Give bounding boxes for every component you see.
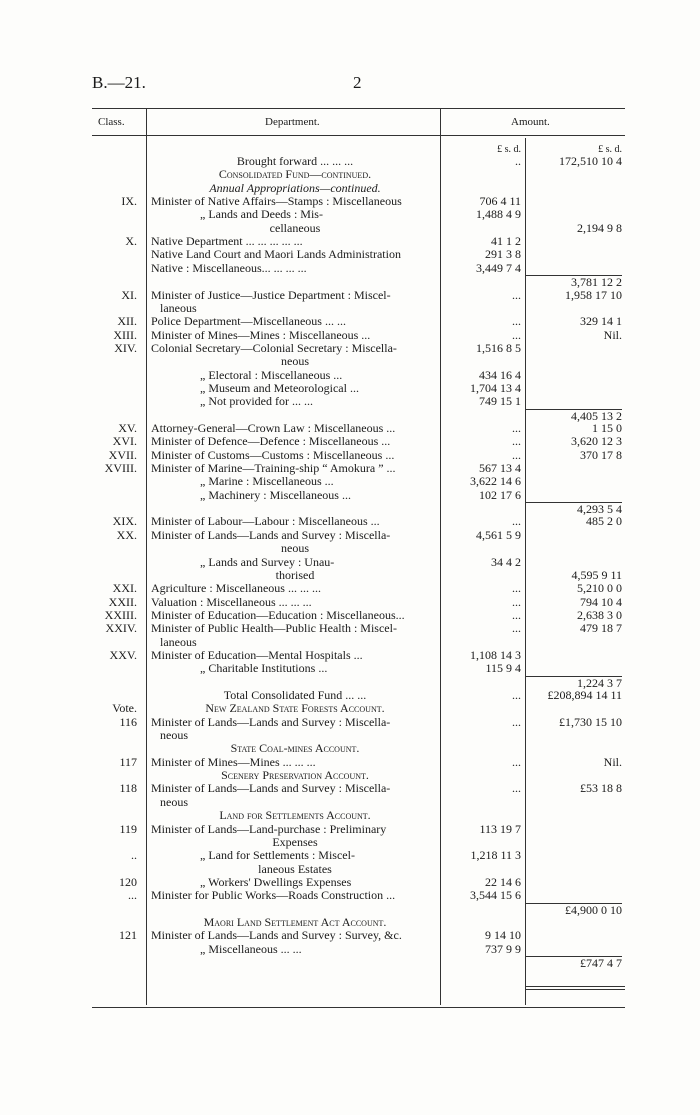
- class-cell: XIII.: [113, 327, 137, 342]
- class-cell: XIX.: [112, 514, 137, 529]
- table-top-rule: [92, 108, 625, 109]
- amount-sub-cell: 22 14 6: [485, 874, 521, 889]
- department-cell: laneous: [160, 300, 197, 315]
- class-cell: ..: [131, 848, 137, 863]
- department-cell: Minister for Public Works—Roads Construction ...: [151, 888, 396, 903]
- department-cell: „ Electoral : Miscellaneous ...: [200, 367, 343, 382]
- table-row: [0, 409, 700, 422]
- amount-sub-cell: 706 4 11: [479, 194, 521, 209]
- class-cell: Vote.: [112, 701, 137, 716]
- class-cell: 117: [119, 754, 137, 769]
- amount-total-cell: 4,293 5 4: [526, 502, 622, 516]
- department-cell: Minister of Customs—Customs : Miscellaneous ...: [151, 447, 395, 462]
- table-row: [0, 355, 700, 368]
- table-row: [0, 222, 700, 235]
- amount-sub-cell: 115 9 4: [485, 661, 521, 676]
- table-row: [0, 622, 700, 635]
- amount-total-cell: £53 18 8: [580, 781, 622, 796]
- department-cell: Minister of Lands—Lands and Survey : Miscella-: [151, 781, 391, 796]
- department-cell: thorised: [275, 567, 315, 582]
- department-cell: cellaneous: [269, 220, 321, 235]
- department-cell: Minister of Public Health—Public Health : Miscel-: [151, 621, 397, 636]
- amount-sub-cell: 4,561 5 9: [476, 527, 521, 542]
- department-cell: Agriculture : Miscellaneous ... ... ...: [151, 581, 321, 596]
- amount-sub-cell: ..: [515, 154, 521, 168]
- class-cell: 121: [119, 928, 137, 943]
- amount-total-cell: 3,781 12 2: [526, 275, 622, 289]
- amount-sub-cell: 291 3 8: [485, 247, 521, 262]
- amount-total-cell: 1 15 0: [592, 421, 622, 435]
- table-row: [0, 435, 700, 448]
- table-row: [0, 289, 700, 302]
- table-row: [0, 208, 700, 221]
- amount-total-cell: £4,900 0 10: [526, 903, 622, 917]
- final-double-rule-b: [526, 989, 625, 990]
- amount-sub-cell: ...: [512, 447, 521, 462]
- department-cell: „ Charitable Institutions ...: [200, 661, 328, 676]
- department-cell: Brought forward ... ... ...: [236, 154, 354, 168]
- amount-sub-cell: 102 17 6: [479, 487, 521, 502]
- amount-column-header: Amount.: [511, 116, 550, 128]
- amount-sub-cell: 9 14 10: [485, 928, 521, 943]
- table-row: [0, 903, 700, 916]
- table-row: [0, 248, 700, 261]
- class-cell: XXI.: [112, 581, 137, 596]
- class-cell: IX.: [121, 194, 137, 209]
- class-cell: 120: [119, 874, 137, 889]
- currency-label-col2: £ s. d.: [598, 144, 622, 155]
- amount-sub-cell: 3,622 14 6: [470, 474, 521, 489]
- amount-sub-cell: ...: [512, 714, 521, 729]
- table-row: [0, 863, 700, 876]
- department-cell: Minister of Lands—Land-purchase : Preliminary: [151, 821, 387, 836]
- table-row: [0, 449, 700, 462]
- table-row: [0, 569, 700, 582]
- amount-total-cell: 4,405 13 2: [526, 409, 622, 423]
- amount-total-cell: 794 10 4: [580, 594, 622, 609]
- department-cell: Valuation : Miscellaneous ... ... ...: [151, 594, 312, 609]
- amount-sub-cell: ...: [512, 581, 521, 596]
- table-bottom-rule: [92, 1007, 625, 1008]
- amount-total-cell: 1,958 17 10: [565, 287, 622, 302]
- department-cell: laneous Estates: [258, 861, 332, 876]
- department-cell: neous: [160, 728, 188, 743]
- department-cell: Scenery Preservation Account.: [221, 768, 369, 783]
- amount-total-cell: 2,194 9 8: [577, 220, 622, 235]
- department-cell: neous: [281, 354, 309, 369]
- amount-total-cell: 2,638 3 0: [577, 607, 622, 622]
- table-row: [0, 609, 700, 622]
- table-row: [0, 916, 700, 929]
- table-row: [0, 582, 700, 595]
- department-cell: neous: [160, 794, 188, 809]
- table-row: [0, 489, 700, 502]
- amount-sub-cell: ...: [512, 421, 521, 435]
- department-cell: „ Land for Settlements : Miscel-: [200, 848, 355, 863]
- department-cell: Consolidated Fund—continued.: [218, 167, 372, 182]
- amount-sub-cell: ...: [512, 754, 521, 769]
- class-cell: XXII.: [108, 594, 137, 609]
- amount-sub-cell: 737 9 9: [485, 941, 521, 956]
- department-cell: Minister of Education—Education : Miscellaneous...: [151, 607, 405, 622]
- class-column-header: Class.: [98, 116, 125, 128]
- department-cell: Minister of Education—Mental Hospitals ...: [151, 647, 363, 662]
- department-cell: laneous: [160, 634, 197, 649]
- amount-total-cell: 1,224 3 7: [526, 676, 622, 690]
- amount-total-cell: Nil.: [603, 327, 622, 342]
- table-row: [0, 823, 700, 836]
- class-cell: XIV.: [114, 340, 137, 355]
- amount-total-cell: 370 17 8: [580, 447, 622, 462]
- currency-label-col1: £ s. d.: [497, 144, 521, 155]
- table-row: [0, 929, 700, 942]
- table-row: [0, 662, 700, 675]
- department-cell: State Coal-mines Account.: [230, 741, 360, 756]
- amount-sub-cell: 1,704 13 4: [470, 380, 521, 395]
- class-cell: XVII.: [108, 447, 137, 462]
- amount-sub-cell: 567 13 4: [479, 461, 521, 476]
- table-row: [0, 315, 700, 328]
- amount-sub-cell: ...: [512, 514, 521, 529]
- table-row: [0, 262, 700, 275]
- table-row: [0, 836, 700, 849]
- amount-sub-cell: ...: [512, 327, 521, 342]
- amount-total-cell: 172,510 10 4: [559, 154, 622, 168]
- amount-sub-cell: 1,516 8 5: [476, 340, 521, 355]
- table-row: [0, 876, 700, 889]
- amount-sub-cell: 34 4 2: [491, 554, 521, 569]
- department-cell: Minister of Lands—Lands and Survey : Survey, &c.: [151, 928, 402, 943]
- department-cell: Expenses: [272, 834, 318, 849]
- table-row: [0, 956, 700, 969]
- department-cell: Minister of Justice—Justice Department : Miscel-: [151, 287, 391, 302]
- class-cell: ...: [128, 888, 137, 903]
- report-id: B.—21.: [92, 73, 146, 92]
- table-row: [0, 716, 700, 729]
- table-row: [0, 676, 700, 689]
- department-cell: Native Department ... ... ... ... ...: [151, 234, 303, 249]
- table-row: [0, 502, 700, 515]
- department-cell: Minister of Defence—Defence : Miscellaneous ...: [151, 434, 391, 449]
- department-cell: Police Department—Miscellaneous ... ...: [151, 314, 346, 329]
- department-cell: Minister of Lands—Lands and Survey : Miscella-: [151, 527, 391, 542]
- table-row: [0, 235, 700, 248]
- table-row: [0, 756, 700, 769]
- department-cell: Minister of Marine—Training-ship “ Amokura ” ...: [151, 461, 396, 476]
- amount-sub-cell: ...: [512, 434, 521, 449]
- table-row: [0, 809, 700, 822]
- amount-total-cell: 4,595 9 11: [571, 567, 622, 582]
- department-cell: Total Consolidated Fund ... ...: [223, 688, 367, 702]
- department-cell: Native Land Court and Maori Lands Administration: [151, 247, 401, 262]
- amount-total-cell: £208,894 14 11: [547, 688, 622, 702]
- class-cell: X.: [125, 234, 137, 249]
- class-cell: XVIII.: [104, 461, 137, 476]
- table-row: [0, 515, 700, 528]
- amount-sub-cell: 3,449 7 4: [476, 260, 521, 275]
- amount-sub-cell: 3,544 15 6: [470, 888, 521, 903]
- amount-sub-cell: 1,108 14 3: [470, 647, 521, 662]
- amount-sub-cell: 113 19 7: [479, 821, 521, 836]
- department-cell: Minister of Labour—Labour : Miscellaneous ...: [151, 514, 380, 529]
- amount-sub-cell: ...: [512, 594, 521, 609]
- table-row: [0, 342, 700, 355]
- class-cell: XX.: [116, 527, 137, 542]
- department-cell: Annual Appropriations—continued.: [209, 180, 381, 195]
- department-cell: „ Machinery : Miscellaneous ...: [200, 487, 351, 502]
- class-cell: XVI.: [112, 434, 137, 449]
- class-cell: XI.: [121, 287, 137, 302]
- page-number: 2: [353, 73, 362, 92]
- amount-sub-cell: 1,218 11 3: [470, 848, 521, 863]
- amount-total-cell: 5,210 0 0: [577, 581, 622, 596]
- department-cell: New Zealand State Forests Account.: [205, 701, 385, 716]
- department-cell: „ Museum and Meteorological ...: [200, 380, 359, 395]
- amount-total-cell: 3,620 12 3: [571, 434, 622, 449]
- table-row: [0, 689, 700, 702]
- table-row: [0, 596, 700, 609]
- amount-sub-cell: ...: [512, 688, 521, 702]
- table-row: [0, 889, 700, 902]
- class-cell: 119: [119, 821, 137, 836]
- department-cell: Native : Miscellaneous... ... ... ...: [151, 260, 307, 275]
- amount-sub-cell: 41 1 2: [491, 234, 521, 249]
- amount-total-cell: 479 18 7: [580, 621, 622, 636]
- table-row: [0, 542, 700, 555]
- class-cell: XXV.: [109, 647, 137, 662]
- department-cell: Land for Settlements Account.: [219, 808, 371, 823]
- department-cell: Colonial Secretary—Colonial Secretary : Miscella-: [151, 340, 397, 355]
- table-row: [0, 702, 700, 715]
- table-row: [0, 849, 700, 862]
- amount-sub-cell: 1,488 4 9: [476, 207, 521, 222]
- class-cell: XII.: [117, 314, 137, 329]
- amount-sub-cell: ...: [512, 621, 521, 636]
- table-row: [0, 182, 700, 195]
- table-row: [0, 275, 700, 288]
- table-row: [0, 796, 700, 809]
- amount-total-cell: Nil.: [603, 754, 622, 769]
- table-row: [0, 475, 700, 488]
- department-cell: „ Marine : Miscellaneous ...: [200, 474, 334, 489]
- class-cell: XV.: [118, 421, 137, 435]
- amount-sub-cell: ...: [512, 607, 521, 622]
- amount-sub-cell: ...: [512, 314, 521, 329]
- table-row: [0, 155, 700, 168]
- table-row: [0, 636, 700, 649]
- table-row: [0, 329, 700, 342]
- table-row: [0, 195, 700, 208]
- amount-total-cell: £747 4 7: [526, 956, 622, 970]
- table-row: [0, 742, 700, 755]
- final-double-rule-a: [526, 986, 625, 987]
- table-row: [0, 649, 700, 662]
- table-row: [0, 556, 700, 569]
- department-cell: „ Not provided for ... ...: [200, 394, 313, 409]
- table-row: [0, 168, 700, 181]
- amount-sub-cell: ...: [512, 287, 521, 302]
- table-row: [0, 369, 700, 382]
- department-cell: „ Lands and Survey : Unau-: [200, 554, 335, 569]
- department-cell: Maori Land Settlement Act Account.: [203, 914, 387, 929]
- department-cell: Minister of Mines—Mines : Miscellaneous ...: [151, 327, 371, 342]
- table-row: [0, 382, 700, 395]
- amount-sub-cell: ...: [512, 781, 521, 796]
- amount-sub-cell: 749 15 1: [479, 394, 521, 409]
- amount-total-cell: 485 2 0: [586, 514, 622, 529]
- table-row: [0, 782, 700, 795]
- department-cell: „ Miscellaneous ... ...: [200, 941, 302, 956]
- department-column-header: Department.: [265, 116, 320, 128]
- department-cell: Attorney-General—Crown Law : Miscellaneous ...: [151, 421, 396, 435]
- table-header-rule: [92, 135, 625, 136]
- table-row: [0, 729, 700, 742]
- table-row: [0, 943, 700, 956]
- amount-sub-cell: 434 16 4: [479, 367, 521, 382]
- table-row: [0, 462, 700, 475]
- class-cell: XXIII.: [104, 607, 137, 622]
- table-row: [0, 422, 700, 435]
- class-cell: XXIV.: [105, 621, 137, 636]
- amount-total-cell: £1,730 15 10: [559, 714, 622, 729]
- table-row: [0, 395, 700, 408]
- department-cell: Minister of Native Affairs—Stamps : Miscellaneous: [151, 194, 402, 209]
- department-cell: „ Workers' Dwellings Expenses: [200, 874, 352, 889]
- department-cell: Minister of Lands—Lands and Survey : Miscella-: [151, 714, 391, 729]
- class-cell: 118: [119, 781, 137, 796]
- class-cell: 116: [119, 714, 137, 729]
- department-cell: Minister of Mines—Mines ... ... ...: [151, 754, 316, 769]
- department-cell: „ Lands and Deeds : Mis-: [200, 207, 323, 222]
- table-row: [0, 529, 700, 542]
- table-row: [0, 302, 700, 315]
- amount-total-cell: 329 14 1: [580, 314, 622, 329]
- department-cell: neous: [281, 541, 309, 556]
- table-row: [0, 769, 700, 782]
